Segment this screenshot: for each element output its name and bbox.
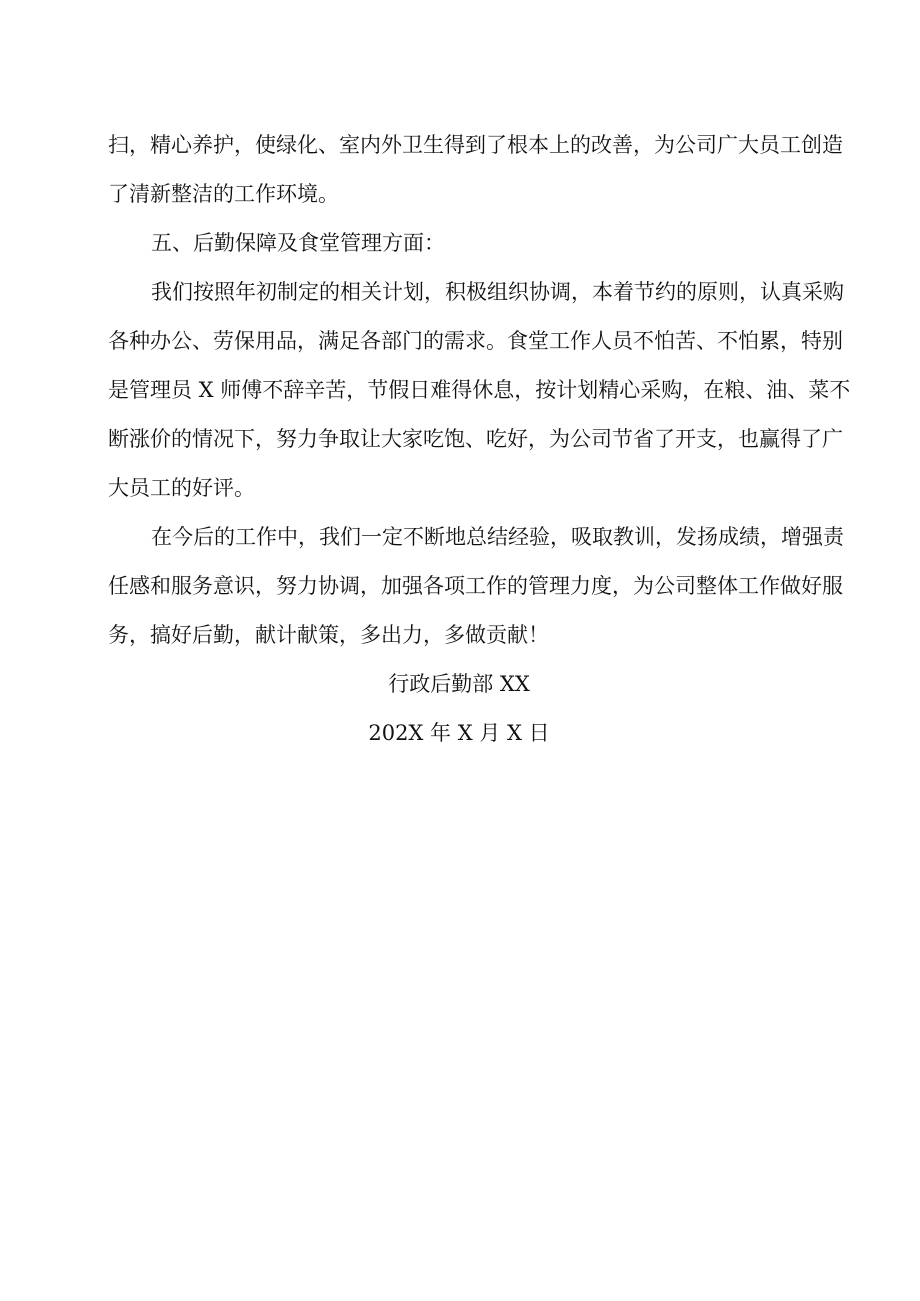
- paragraph-environment: [108, 121, 843, 219]
- document-page: [108, 121, 851, 758]
- section-heading-logistics: 五、后勤保障及食堂管理方面：: [151, 231, 445, 255]
- paragraph-line: 务，搞好后勤，献计献策，多出力，多做贡献！: [108, 623, 549, 647]
- signature-department: 行政后勤部 XX: [388, 672, 530, 696]
- paragraph-line: 断涨价的情况下，努力争取让大家吃饱、吃好，为公司节省了开支，也赢得了广: [108, 427, 843, 451]
- paragraph-line: 在今后的工作中，我们一定不断地总结经验，吸取教训，发扬成绩，增强责: [151, 525, 844, 549]
- paragraph-line: 任感和服务意识，努力协调，加强各项工作的管理力度，为公司整体工作做好服: [108, 574, 843, 598]
- paragraph-future: [108, 513, 844, 660]
- paragraph-line: 大员工的好评。: [108, 476, 255, 500]
- paragraph-line: 是管理员 X 师傅不辞辛苦，节假日难得休息，按计划精心采购，在粮、油、菜不: [108, 378, 851, 402]
- paragraph-line: 了清新整洁的工作环境。: [108, 182, 339, 206]
- signature-date: 202X 年 X 月 X 日: [368, 721, 550, 745]
- paragraph-line: 扫，精心养护，使绿化、室内外卫生得到了根本上的改善，为公司广大员工创造: [108, 133, 843, 157]
- paragraph-line: 我们按照年初制定的相关计划，积极组织协调，本着节约的原则，认真采购: [151, 280, 844, 304]
- paragraph-logistics: [108, 268, 851, 513]
- paragraph-line: 各种办公、劳保用品，满足各部门的需求。食堂工作人员不怕苦、不怕累，特别: [108, 329, 843, 353]
